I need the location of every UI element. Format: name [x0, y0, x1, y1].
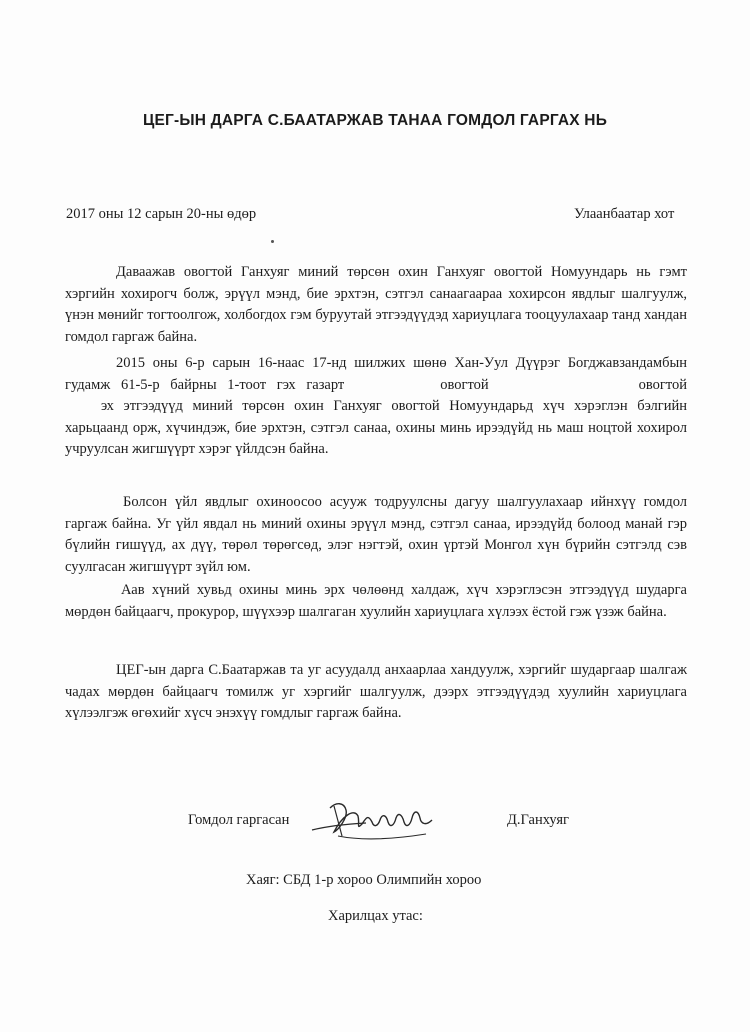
- document-title: ЦЕГ-ЫН ДАРГА С.БААТАРЖАВ ТАНАА ГОМДОЛ ГАРГАХ НЬ: [142, 112, 608, 129]
- paragraph-2: [65, 353, 687, 461]
- paragraph-4: [65, 580, 687, 623]
- paragraph-3-text: Болсон үйл явдлыг охиноосоо асууж тодруулсны дагуу шалгуулахаар ийнхүү гомдол гаргаж байна. Уг үйл явдал нь миний охины эрүүл мэнд, сэтгэл санаа, ирээдүйд болоод манай гэр бүлийн гишүүд, ах дүү, төрөл төрөгсөд, элэг нэгтэй, охин үртэй Монгол хүн бүрийн сэтгэлд сэв суулгасан жигшүүрт зүйл юм.: [65, 494, 687, 575]
- paragraph-5-text: ЦЕГ-ын дарга С.Баатаржав та уг асуудалд анхаарлаа хандуулж, хэргийг шударгаар шалгаж чадах мөрдөн байцаагч томилж уг хэргийг шалгуулж, дээрх этгээдүүдэд хуулийн хариуцлага хүлээлгэж өгөхийг хүсч энэхүү гомдлыг гаргаж байна.: [65, 662, 687, 721]
- paragraph-2-text-b: овогтой: [440, 376, 489, 393]
- paragraph-2-text-c: овогтой: [638, 376, 687, 393]
- paragraph-2-text-d: эх этгээдүүд миний төрсөн охин Ганхуяг овогтой Номуундарьд хүч хэрэглэн бэлгийн харьцаанд орж, хүчиндэж, бие эрхтэн, сэтгэл санаа, охины минь ирээдүйд нь маш ноцтой хохирол учруулсан жигшүүрт хэрэг үйлдсэн байна.: [65, 398, 687, 457]
- signer-name: Д.Ганхуяг: [507, 812, 569, 828]
- signature-label: Гомдол гаргасан: [188, 812, 290, 828]
- document-date: 2017 оны 12 сарын 20-ны өдөр: [66, 206, 257, 222]
- phone-label: Харилцах утас:: [328, 908, 423, 924]
- paragraph-1-text: Даваажав овогтой Ганхуяг миний төрсөн охин Ганхуяг овогтой Номуундарь нь гэмт хэргийн хохирогч болж, эрүүл мэнд, бие эрхтэн, сэтгэл санаагаараа хохирсон явдлыг шалгуулж, үнэн мөнийг тогтоолгож, холбогдох гэм буруутай этгээдүүдэд хариуцлага тооцуулахаар танд хандан гомдол гаргаж байна.: [65, 264, 687, 345]
- paragraph-1: [65, 262, 687, 348]
- handwritten-signature: [308, 796, 438, 848]
- paragraph-2-text-a: 2015 оны 6-р сарын 16-наас 17-нд шилжих шөнө Хан-Уул Дүүрэг Богджавзандамбын гудамж 61-5-р байрны 1-тоот гэх газарт: [65, 355, 687, 393]
- address-line: Хаяг: СБД 1-р хороо Олимпийн хороо: [246, 872, 482, 888]
- document-city: Улаанбаатар хот: [574, 206, 675, 222]
- scan-speck: [271, 240, 274, 243]
- paragraph-5: [65, 660, 687, 725]
- paragraph-3: [65, 492, 687, 578]
- paragraph-4-text: Аав хүний хувьд охины минь эрх чөлөөнд халдаж, хүч хэрэглэсэн этгээдүүд шударга мөрдөн байцаагч, прокурор, шүүхээр шалгаган хуулийн хариуцлага хүлээх ёстой гэж үзэж байна.: [65, 582, 687, 620]
